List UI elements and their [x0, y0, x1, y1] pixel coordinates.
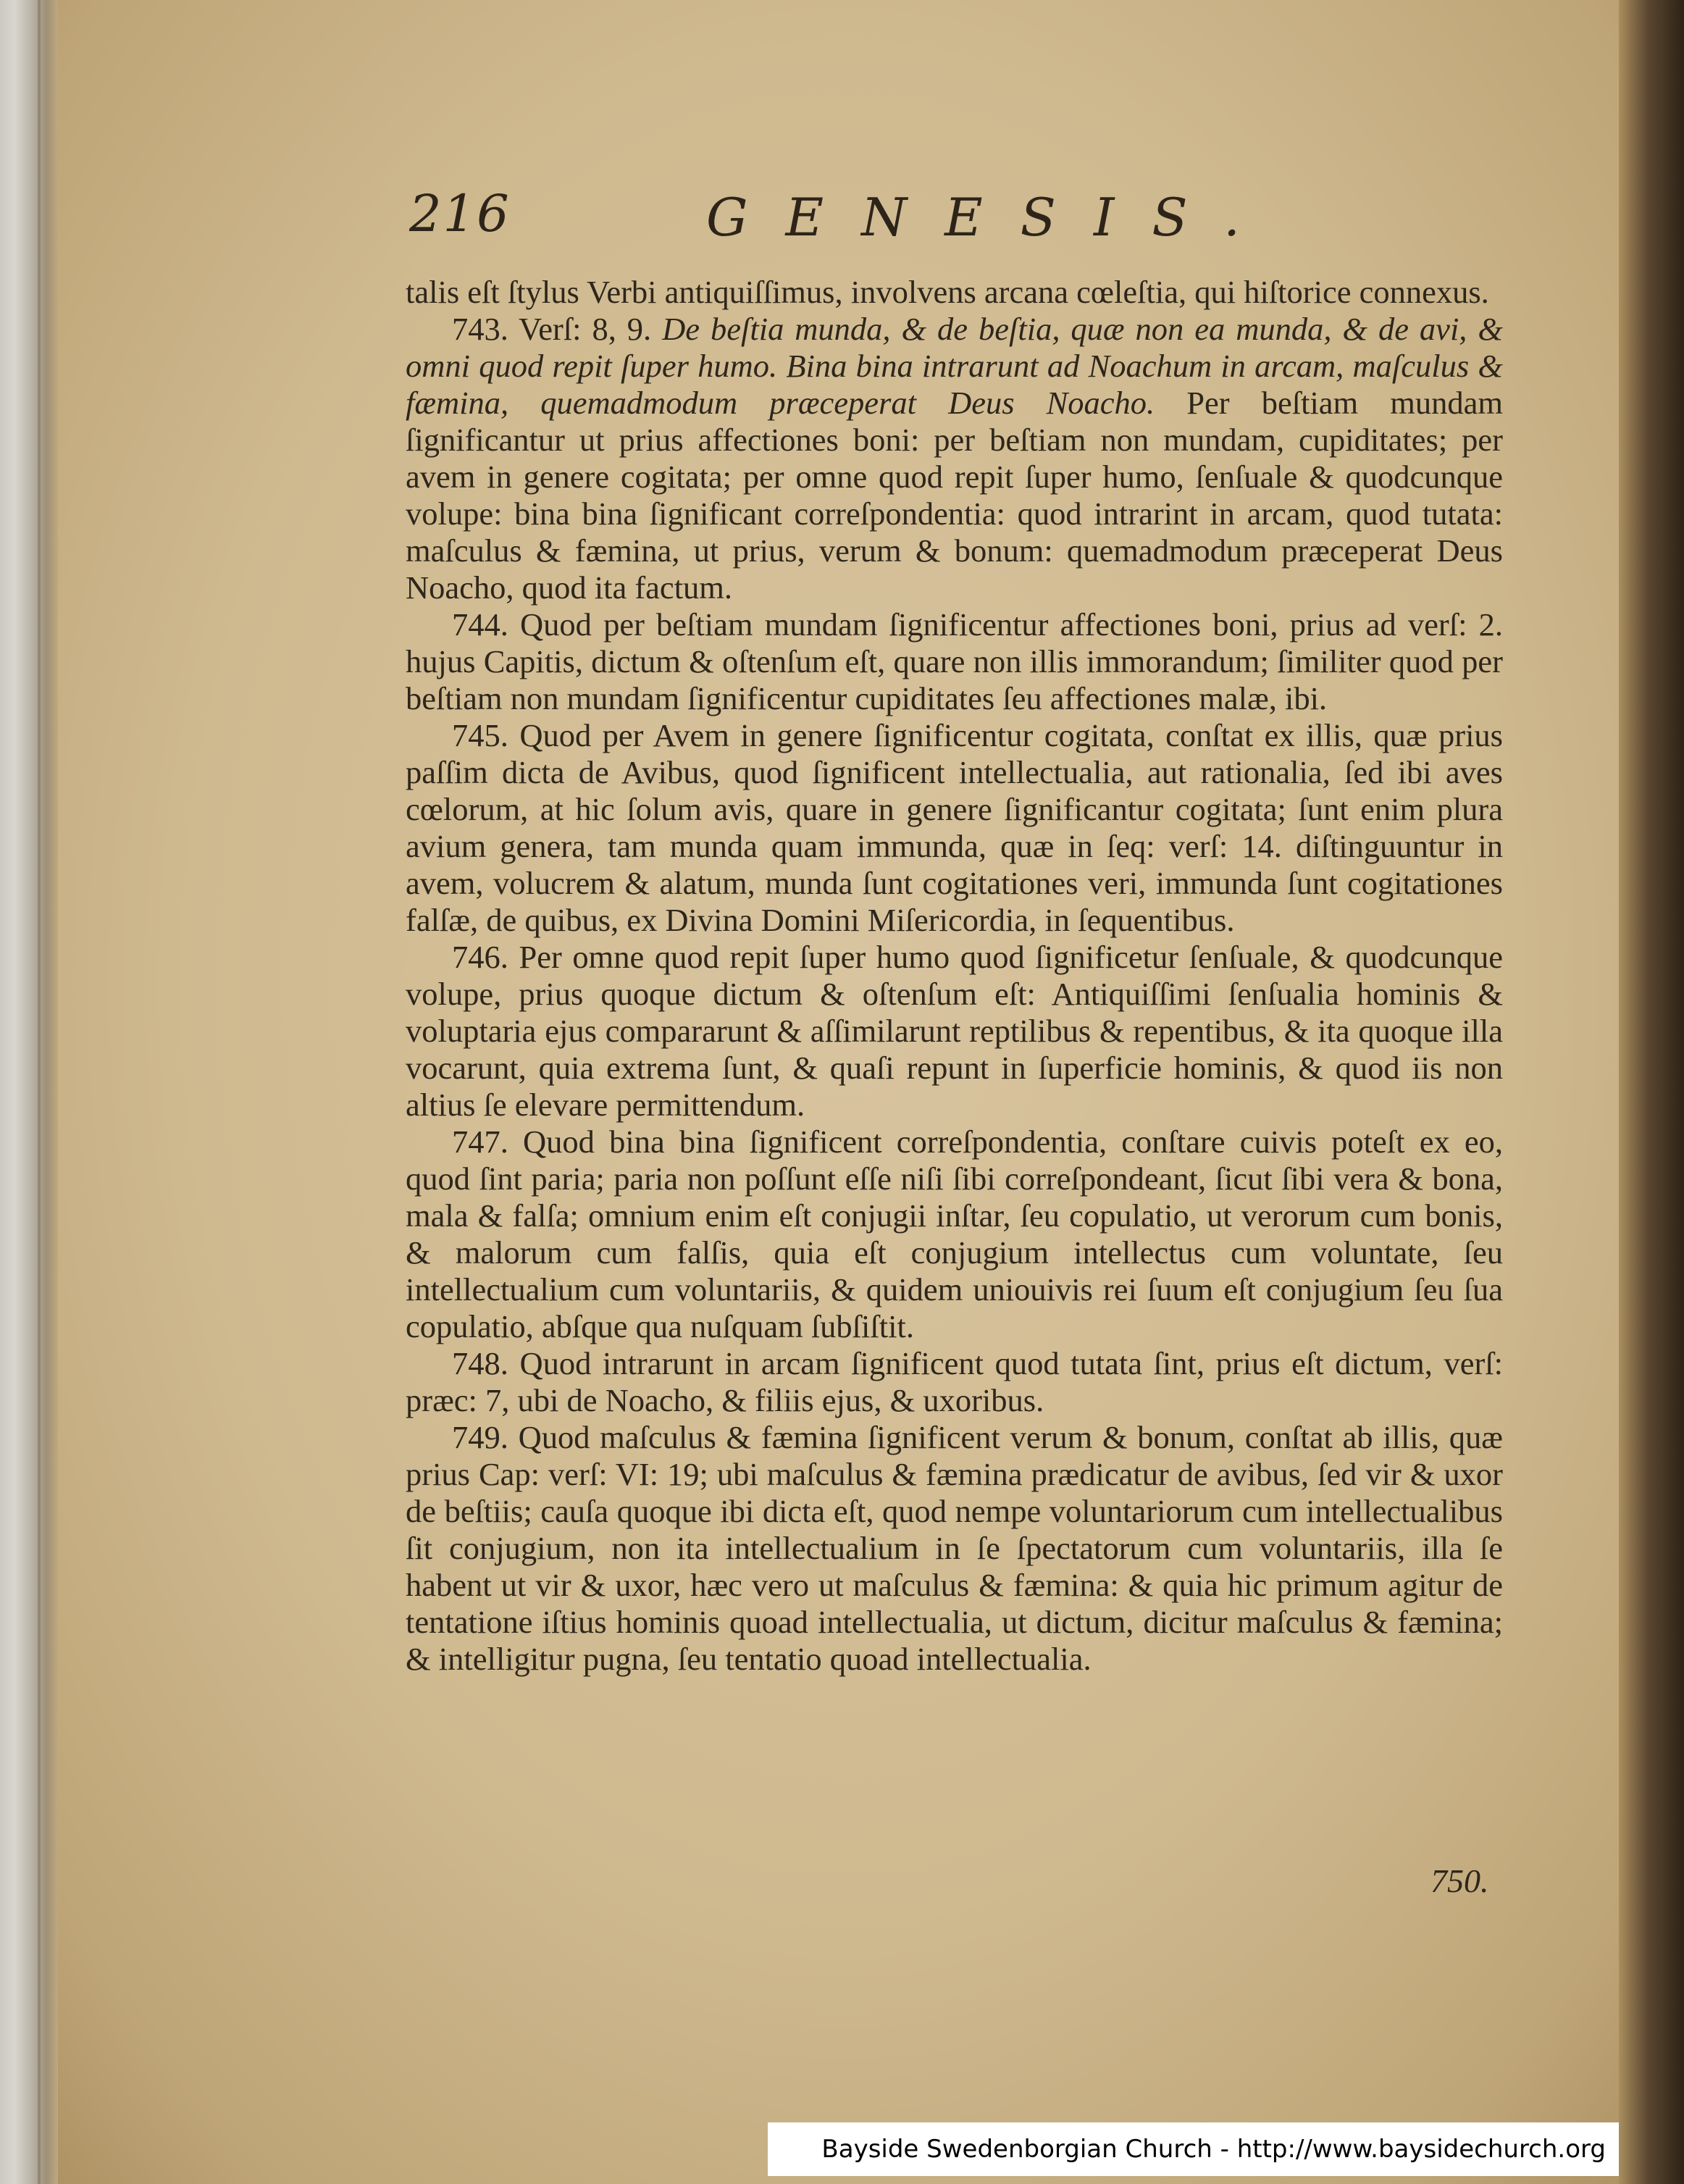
paragraph-text: Per beſtiam mundam ſignificantur ut prius affectiones boni: per beſtiam non mundam, cupiditates; per avem in genere cogitata; per omne quod repit ſuper humo, ſenſuale & quodcunque volupe: bina bina ſignificant correſpondentia: quod intrarint in arcam, quod tutata: maſculus & fæmina, ut prius, verum & bonum: quemadmodum præceperat Deus Noacho, quod ita factum. [406, 385, 1504, 606]
catchword: 750. [1430, 1862, 1489, 1899]
paragraph-number: 743. [452, 311, 508, 347]
page-fore-edge [1619, 0, 1684, 2184]
running-title: GENESIS. [706, 187, 1278, 248]
paragraph-747 [406, 1124, 1503, 1345]
main-text [406, 274, 1503, 1678]
paragraph-745 [406, 717, 1503, 939]
paragraph-number: 748. [452, 1345, 508, 1381]
page-gutter [0, 0, 58, 2184]
verse-reference: Verſ: 8, 9. [519, 311, 652, 347]
paragraph-number: 749. [452, 1419, 508, 1455]
paragraph-number: 744. [452, 606, 508, 643]
paragraph-748 [406, 1345, 1503, 1419]
paragraph-text: Quod intrarunt in arcam ſignificent quod tutata ſint, prius eſt dictum, verſ: præc: 7, ubi de Noacho, & filiis ejus, & uxoribus. [406, 1345, 1504, 1418]
paragraph-text: Quod bina bina ſignificent correſpondentia, conſtare cuivis poteſt ex eo, quod ſint paria; paria non poſſunt eſſe niſi ſibi correſpondeant, ſicut ſibi vera & bona, mala & falſa; omnium enim eſt conjugii inſtar, ſeu copulatio, ut verorum cum bonis, & malorum cum falſis, quia eſt conjugium intellectus cum voluntate, ſeu intellectualium cum voluntariis, & quidem uniouivis rei ſuum eſt conjugium ſeu ſua copulatio, abſque qua nuſquam ſubſiſtit. [406, 1124, 1503, 1344]
paragraph-746 [406, 939, 1503, 1124]
paragraph-text: Per omne quod repit ſuper humo quod ſignificetur ſenſuale, & quodcunque volupe, prius quoque dictum & oſtenſum eſt: Antiquiſſimi ſenſualia hominis & voluptaria ejus compararunt & aſſimilarunt reptilibus & repentibus, & ita quoque illa vocarunt, quia extrema ſunt, & quaſi repunt in ſuperficie hominis, & quod iis non altius ſe elevare permittendum. [406, 939, 1503, 1123]
paragraph-continuation [406, 274, 1503, 311]
page-number: 216 [409, 184, 511, 243]
scripture-quote: De beſtia munda, & de beſtia, quæ non ea munda, & de avi, & omni quod repit ſuper humo. Bina bina intrarunt ad Noachum in arcam, maſculus & fæmina, quemadmodum præceperat Deus Noacho. [406, 311, 1503, 421]
paragraph-number: 747. [452, 1124, 508, 1160]
paragraph-743 [406, 311, 1503, 606]
watermark-banner: Bayside Swedenborgian Church - http://www.baysidechurch.org [768, 2122, 1619, 2176]
paragraph-number: 745. [452, 717, 508, 753]
paragraph-text: Quod per Avem in genere ſignificentur cogitata, conſtat ex illis, quæ prius paſſim dicta de Avibus, quod ſignificent intellectualia, aut rationalia, ſed ibi aves cœlorum, at hic ſolum avis, quare in genere ſignificantur cogitata; ſunt enim plura avium genera, tam munda quam immunda, quæ in ſeq: verſ: 14. diſtinguuntur in avem, volucrem & alatum, munda ſunt cogitationes veri, immunda ſunt cogitationes falſæ, de quibus, ex Divina Domini Miſericordia, in ſequentibus. [406, 717, 1503, 938]
paragraph-text: talis eſt ſtylus Verbi antiquiſſimus, involvens arcana cœleſtia, qui hiſtorice connexus. [406, 274, 1489, 310]
paragraph-text: Quod per beſtiam mundam ſignificentur affectiones boni, prius ad verſ: 2. hujus Capitis, dictum & oſtenſum eſt, quare non illis immorandum; ſimiliter quod per beſtiam non mundam ſignificentur cupiditates ſeu affectiones malæ, ibi. [406, 606, 1503, 716]
paragraph-number: 746. [452, 939, 508, 975]
page-header [409, 181, 1496, 261]
gutter-shadow-line [38, 0, 41, 2184]
paragraph-744 [406, 606, 1503, 717]
paragraph-749 [406, 1419, 1503, 1678]
paragraph-text: Quod maſculus & fæmina ſignificent verum & bonum, conſtat ab illis, quæ prius Cap: verſ: VI: 19; ubi maſculus & fæmina prædicatur de avibus, ſed vir & uxor de beſtiis; cauſa quoque ibi dicta eſt, quod nempe voluntariorum cum intellectualibus ſit conjugium, non ita intellectualium in ſe ſpectatorum cum voluntariis, illa ſe habent ut vir & uxor, hæc vero ut maſculus & fæmina: & quia hic primum agitur de tentatione iſtius hominis quoad intellectualia, ut dictum, dicitur maſculus & fæmina; & intelligitur pugna, ſeu tentatio quoad intellectualia. [406, 1419, 1503, 1677]
